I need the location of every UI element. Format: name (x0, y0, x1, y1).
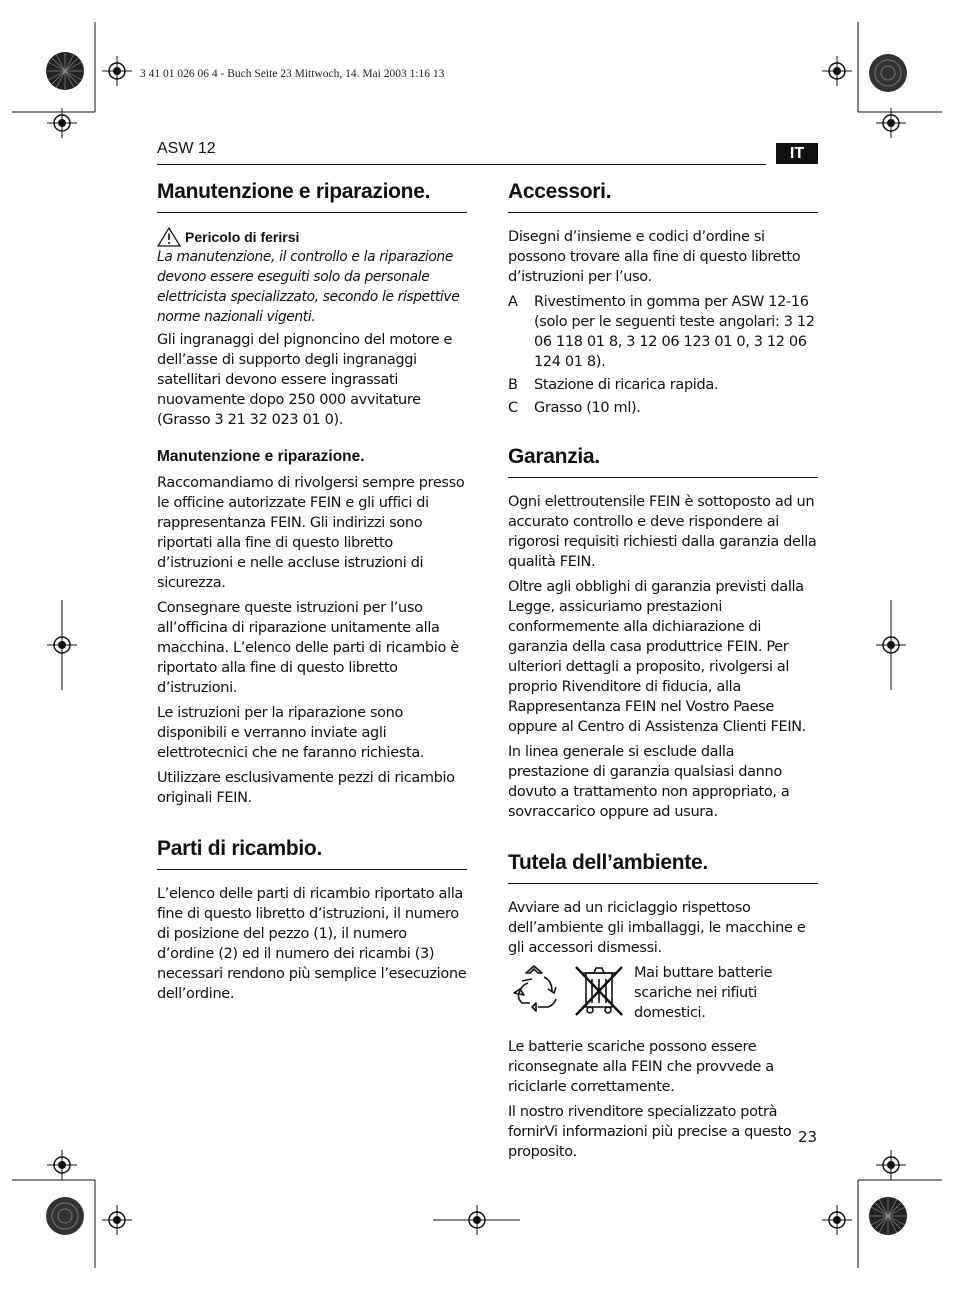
header-model: ASW 12 (157, 140, 216, 157)
list-item-text: Stazione di ricarica rapida. (534, 377, 719, 393)
language-badge: IT (776, 143, 818, 164)
battery-note: Mai buttare batterie scariche nei rifiuti domestici. (634, 965, 773, 1021)
environment-intro: Avviare ad un riciclaggio rispettoso dell’ambiente gli imballaggi, le macchine e gli accessori dismessi. (508, 900, 806, 956)
warranty-paragraph: Oltre agli obblighi di garanzia previsti dalla Legge, assicuriamo prestazioni conformemente alla dichiarazione di garanzia della casa produttrice FEIN. Per ulteriori dettagli a proposito, rivolgersi al proprio Rivenditore di fiducia, alla Rappresentanza FEIN nel Vostro Paese oppure al Centro di Assistenza Clienti FEIN. (508, 579, 807, 735)
list-item-letter: B (508, 377, 518, 393)
list-item-text: Rivestimento in gomma per ASW 12-16 (solo per le seguenti teste angolari: 3 12 06 118 01 8, 3 12 06 123 01 0, 3 12 06 124 01 8). (534, 294, 815, 370)
list-item-letter: A (508, 294, 518, 310)
maintenance-text: Gli ingranaggi del pignoncino del motore e dell’asse di supporto degli ingranaggi satellitari devono essere ingrassati nuovamente dopo 250 000 avvitature (Grasso 3 21 32 023 01 0). (157, 332, 453, 428)
repair-paragraph: Le istruzioni per la riparazione sono disponibili e verranno inviate agli elettrotecnici che ne faranno richiesta. (157, 705, 425, 761)
maintenance-title: Manutenzione e riparazione. (157, 178, 467, 213)
repair-paragraph: Utilizzare esclusivamente pezzi di ricambio originali FEIN. (157, 770, 455, 806)
repair-paragraph: Consegnare queste istruzioni per l’uso all’officina di riparazione unitamente alla macchina. L’elenco delle parti di ricambio è riportato alla fine di questo libretto d’istruzioni. (157, 600, 459, 696)
repair-paragraph: Raccomandiamo di rivolgersi sempre presso le officine autorizzate FEIN e gli uffici di rappresentanza FEIN. Gli indirizzi sono riportati alla fine di questo libretto d’istruzioni e nelle accluse istruzioni di sicurezza. (157, 475, 465, 591)
page-number: 23 (798, 1128, 818, 1146)
print-slug: 3 41 01 026 06 4 - Buch Seite 23 Mittwoch, 14. Mai 2003 1:16 13 (140, 68, 445, 80)
list-item-text: Grasso (10 ml). (534, 400, 641, 416)
spare-parts-text: L’elenco delle parti di ricambio riportato alla fine di questo libretto d’istruzioni, il numero di posizione del pezzo (1), il numero d’ordine (2) ed il numero dei ricambi (3) necessari rendono più semplice l’esecuzione dell’ordine. (157, 886, 467, 1002)
environment-paragraph: Il nostro rivenditore specializzato potrà fornirVi informazioni più precise a questo proposito. (508, 1104, 792, 1160)
spare-parts-title: Parti di ricambio. (157, 835, 467, 870)
warranty-paragraph: Ogni elettroutensile FEIN è sottoposto ad un accurato controllo e deve rispondere ai rigorosi requisiti richiesti dalla garanzia della qualità FEIN. (508, 494, 817, 570)
list-item-letter: C (508, 400, 519, 416)
accessories-title: Accessori. (508, 178, 818, 213)
warranty-paragraph: In linea generale si esclude dalla prestazione di garanzia qualsiasi danno dovuto a trattamento non appropriato, a sovraccarico oppure ad usura. (508, 744, 790, 820)
accessories-intro: Disegni d’insieme e codici d’ordine si possono trovare alla fine di questo libretto d’istruzioni per l’uso. (508, 229, 801, 285)
environment-paragraph: Le batterie scariche possono essere riconsegnate alla FEIN che provvede a riciclarle correttamente. (508, 1039, 774, 1095)
warranty-title: Garanzia. (508, 443, 818, 478)
environment-title: Tutela dell’ambiente. (508, 849, 818, 884)
warning-text: La manutenzione, il controllo e la riparazione devono essere eseguiti solo da personale elettricista specializzato, secondo le rispettive norme nazionali vigenti. (157, 249, 460, 325)
repair-subtitle: Manutenzione e riparazione. (157, 448, 365, 465)
warning-title: Pericolo di ferirsi (185, 229, 300, 245)
